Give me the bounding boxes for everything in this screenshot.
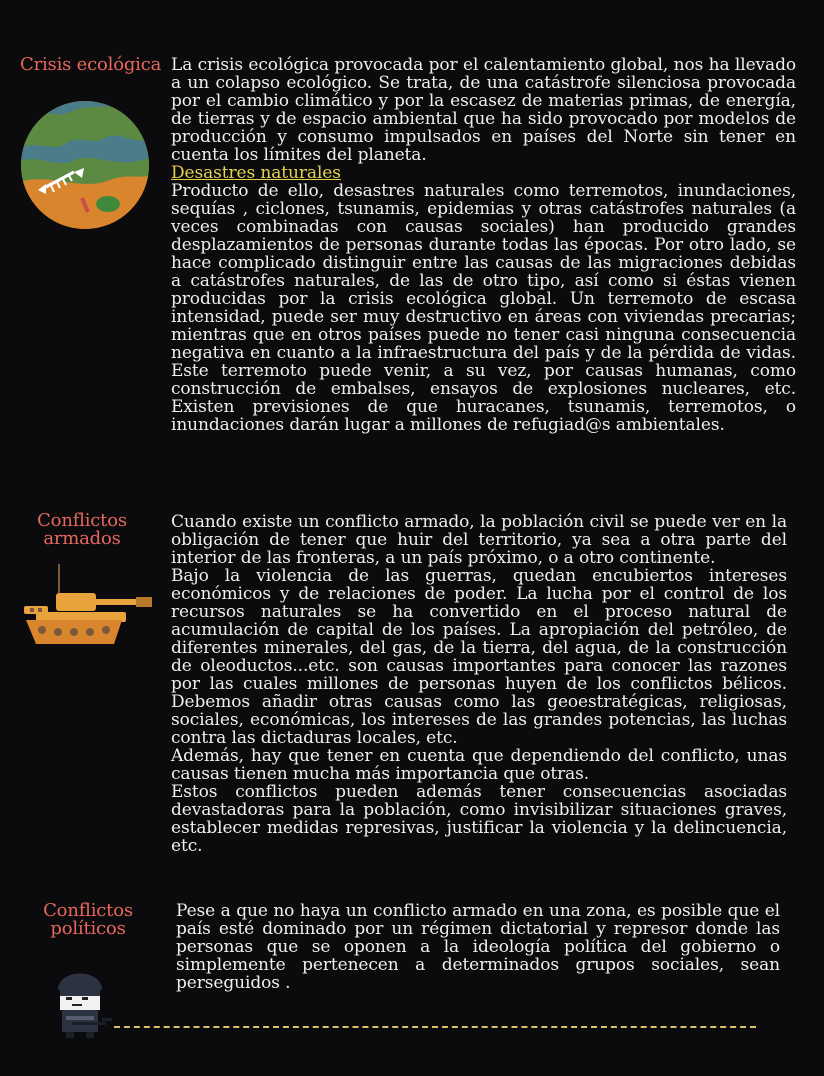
text-conflictos-armados: [171, 513, 787, 855]
heading-line: Conflictos: [43, 900, 133, 921]
paragraph: La crisis ecológica provocada por el calentamiento global, nos ha llevado a un colapso ecológico. Se trata, de una catástrofe silenciosa provocada por el cambio climático y por la escasez de materias primas, de energía, de tierras y de espacio ambiental que ha sido provocado por modelos de producción y consumo impulsados en países del Norte sin tener en cuenta los límites del planeta.: [171, 55, 796, 165]
heading-conflictos-armados: [20, 512, 144, 548]
heading-crisis-ecologica: Crisis ecológica: [20, 54, 162, 75]
tank-icon: [22, 562, 154, 650]
paragraph: Cuando existe un conflicto armado, la población civil se puede ver en la obligación de tener que huir del territorio, ya sea a otra parte del interior de las fronteras, a un país próximo, o a otro continente.: [171, 512, 787, 568]
paragraph: Pese a que no haya un conflicto armado en una zona, es posible que el país esté dominado por un régimen dictatorial y represor donde las personas que se oponen a la ideología política del gobierno o simplemente pertenecen a determinados grupos sociales, sean perseguidos .: [176, 901, 780, 993]
paragraph: Bajo la violencia de las guerras, quedan encubiertos intereses económicos y de relaciones de poder. La lucha por el control de los recursos naturales se ha convertido en el proceso natural de acumulación de capital de los países. La apropiación del petróleo, de diferentes minerales, del gas, de la tierra, del agua, de la construcción de oleoductos...etc. son causas importantes para conocer las razones por las cuales millones de personas huyen de los conflictos bélicos. Debemos añadir otras causas como las geoestratégicas, religiosas, sociales, económicas, los intereses de las grandes potencias, las luchas contra las dictaduras locales, etc.: [171, 566, 787, 748]
link-desastres-naturales[interactable]: Desastres naturales: [171, 163, 341, 183]
armed-soldier-icon: [52, 960, 116, 1040]
dashed-divider: [114, 1026, 756, 1028]
text-conflictos-politicos: [176, 902, 780, 992]
heading-line: políticos: [50, 918, 126, 939]
heading-conflictos-politicos: [28, 902, 148, 938]
paragraph: Producto de ello, desastres naturales como terremotos, inundaciones, sequías , ciclones, tsunamis, epidemias y otras catástrofes naturales (a veces combinadas con causas sociales) han producido grandes desplazamientos de personas durante todas las épocas. Por otro lado, se hace complicado distinguir entre las causas de las migraciones debidas a catástrofes naturales, de las de otro tipo, así como si éstas vienen producidas por la crisis ecológica global. Un terremoto de escasa intensidad, puede ser muy destructivo en áreas con viviendas precarias; mientras que en otros países puede no tener casi ninguna consecuencia negativa en cuanto a la infraestructura del país y de la pérdida de vidas. Este terremoto puede venir, a su vez, por causas humanas, como construcción de embalses, ensayos de explosiones nucleares, etc. Existen previsiones de que huracanes, tsunamis, terremotos, o inundaciones darán lugar a millones de refugiad@s ambientales.: [171, 181, 796, 435]
paragraph: Estos conflictos pueden además tener consecuencias asociadas devastadoras para la población, como invisibilizar situaciones graves, establecer medidas represivas, justificar la violencia y la delincuencia, etc.: [171, 782, 787, 856]
earth-pollution-icon: [20, 100, 150, 230]
heading-line: armados: [43, 528, 121, 549]
text-crisis-ecologica: [171, 56, 796, 434]
paragraph: Además, hay que tener en cuenta que dependiendo del conflicto, unas causas tienen mucha más importancia que otras.: [171, 746, 787, 784]
heading-line: Conflictos: [37, 510, 127, 531]
